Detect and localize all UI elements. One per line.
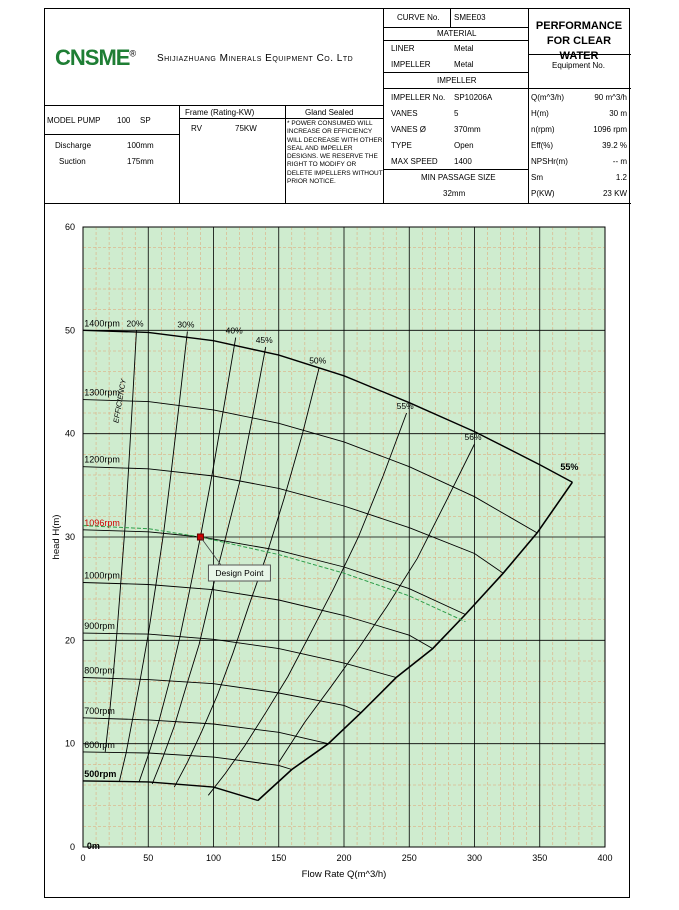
spec-label: n(rpm) (531, 125, 555, 134)
efficiency-label: 20% (126, 318, 144, 329)
speed-label: 1200rpm (84, 454, 120, 465)
performance-sheet (44, 8, 630, 898)
speed-label: 500rpm (84, 768, 117, 779)
spec-value: 1096 rpm (593, 125, 627, 134)
title-line-1: PERFORMANCE (535, 20, 623, 32)
frame-value: RV (191, 124, 202, 133)
logo-text: CNSME (55, 45, 130, 70)
speed-label: 1096rpm (84, 517, 120, 528)
cnsme-logo (55, 45, 135, 71)
zero-head-label: 0m (86, 841, 100, 851)
impeller-material-label: IMPELLER (391, 60, 431, 69)
performance-title (529, 19, 629, 64)
vanes-dia-value: 370mm (454, 125, 481, 134)
max-speed-label: MAX SPEED (391, 157, 438, 166)
logo-registered-mark: ® (129, 48, 136, 59)
min-passage-value: 32mm (443, 189, 466, 198)
spec-value: 39.2 % (602, 141, 627, 150)
x-tick-label: 50 (143, 853, 154, 863)
x-tick-label: 250 (401, 853, 417, 863)
y-tick-label: 30 (64, 532, 75, 542)
speed-label: 900rpm (84, 621, 115, 632)
spec-label: P(KW) (531, 189, 555, 198)
speed-label: 600rpm (84, 739, 115, 750)
min-passage-label: MIN PASSAGE SIZE (421, 173, 496, 182)
max-speed-value: 1400 (454, 157, 472, 166)
spec-value: 23 KW (602, 189, 627, 198)
x-axis-label: Flow Rate Q(m^3/h) (301, 869, 387, 880)
title-line-2: FOR CLEAR WATER (546, 35, 612, 62)
y-tick-label: 50 (64, 325, 75, 336)
spec-label: H(m) (531, 109, 549, 118)
speed-label: 1400rpm (84, 318, 120, 329)
curve-no-label: CURVE No. (397, 13, 440, 22)
x-tick-label: 0 (80, 853, 86, 863)
vanes-value: 5 (454, 109, 459, 118)
efficiency-label: 40% (225, 325, 243, 336)
x-tick-label: 200 (336, 853, 352, 863)
vanes-dia-label: VANES Ø (391, 125, 426, 134)
gland-label: Gland Sealed (305, 108, 354, 117)
efficiency-label: 30% (177, 319, 195, 330)
efficiency-label: 45% (255, 334, 273, 345)
model-pump-label: MODEL PUMP (47, 116, 101, 125)
equipment-no-label: Equipment No. (552, 61, 605, 70)
efficiency-axis-note: EFFICIENCY (111, 378, 128, 424)
type-value: Open (454, 141, 474, 150)
design-point-label: Design Point (215, 568, 264, 578)
y-tick-label: 20 (64, 635, 75, 646)
y-tick-label: 10 (64, 738, 75, 749)
impeller-section-label: IMPELLER (437, 76, 477, 85)
envelope-eff-label: 55% (560, 461, 579, 472)
x-tick-label: 100 (205, 853, 222, 863)
speed-label: 1300rpm (84, 387, 120, 398)
frame-kw: 75KW (235, 124, 257, 133)
impeller-no-value: SP10206A (454, 93, 493, 102)
vanes-label: VANES (391, 109, 418, 118)
discharge-value: 100mm (127, 141, 154, 150)
x-tick-label: 350 (532, 853, 548, 863)
frame-label: Frame (Rating-KW) (185, 108, 255, 117)
y-axis-label: head H(m) (51, 514, 62, 560)
speed-label: 1000rpm (84, 570, 120, 581)
impeller-material-value: Metal (454, 60, 474, 69)
y-tick-label: 60 (64, 222, 75, 232)
efficiency-label: 55% (396, 401, 414, 411)
discharge-label: Discharge (55, 141, 92, 150)
curve-no-value: SMEE03 (454, 13, 486, 22)
spec-value: 30 m (609, 109, 627, 118)
spec-label: Q(m^3/h) (531, 93, 565, 102)
spec-label: Sm (531, 173, 543, 182)
x-tick-label: 400 (597, 853, 613, 863)
header-block (45, 9, 631, 204)
y-tick-label: 40 (64, 428, 75, 439)
spec-value: -- m (612, 157, 627, 166)
type-label: TYPE (391, 141, 412, 150)
suction-label: Suction (59, 157, 86, 166)
spec-label: NPSHr(m) (531, 157, 568, 166)
company-name: Shijiazhuang Minerals Equipment Co. Ltd (157, 53, 354, 64)
liner-label: LINER (391, 44, 415, 53)
x-tick-label: 150 (271, 853, 287, 863)
notice-text: * POWER CONSUMED WILL INCREASE OR EFFICIENCY WILL DECREASE WITH OTHER SEAL AND IMPELLER DESIGNS. WE RESERVE THE RIGHT TO MODIFY OR DELETE IMPELLERS WITHOUT PRIOR NOTICE. (287, 120, 383, 186)
spec-value: 1.2 (615, 173, 627, 182)
impeller-no-label: IMPELLER No. (391, 93, 446, 102)
suction-value: 175mm (127, 157, 154, 166)
speed-label: 800rpm (84, 665, 115, 676)
x-tick-label: 300 (466, 853, 483, 863)
liner-value: Metal (454, 44, 474, 53)
spec-label: Eff(%) (531, 141, 554, 150)
model-pump-value: 100 (117, 116, 131, 125)
y-tick-label: 0 (69, 842, 75, 852)
speed-label: 700rpm (84, 705, 115, 716)
spec-value: 90 m^3/h (594, 93, 627, 102)
material-label: MATERIAL (437, 29, 477, 38)
efficiency-label: 50% (309, 355, 327, 366)
performance-chart (45, 205, 629, 895)
efficiency-label: 56% (464, 432, 482, 442)
model-pump-type: SP (140, 116, 151, 125)
